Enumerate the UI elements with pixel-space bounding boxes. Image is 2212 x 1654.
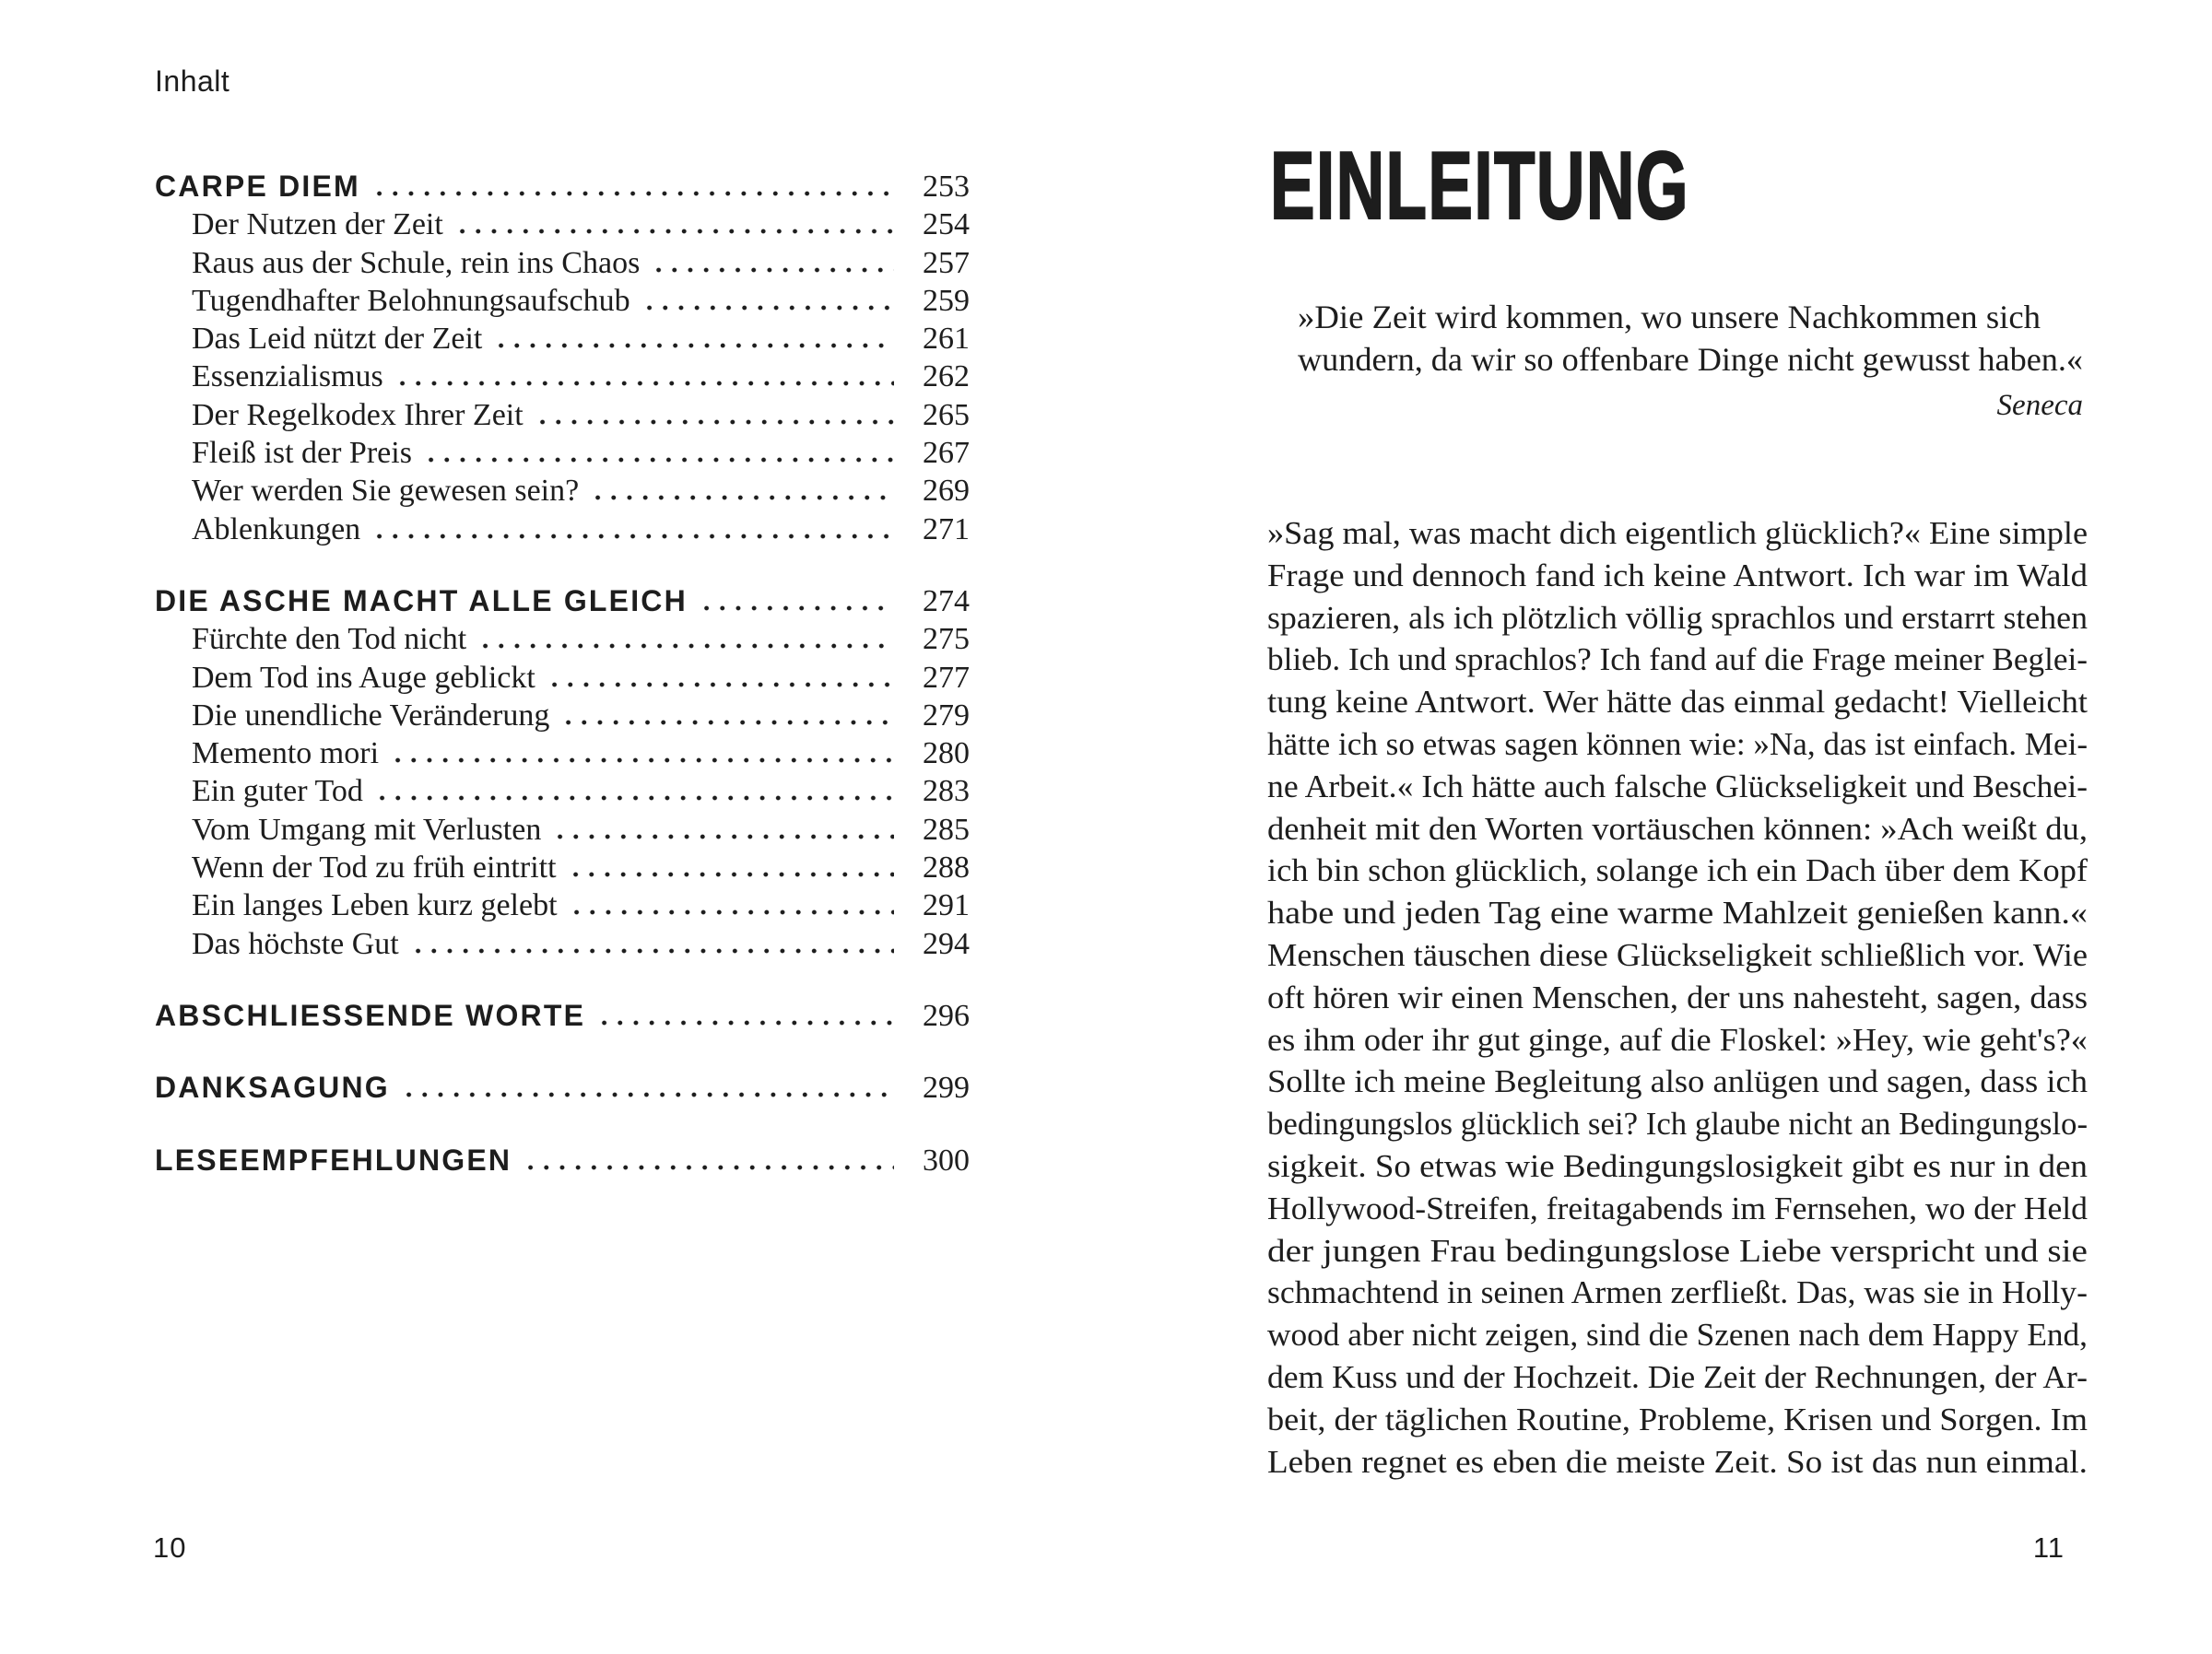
toc-entry (155, 436, 970, 474)
body-line-text: Hollywood-Streifen, freitagabends im Fernsehen, wo der Held (1267, 1190, 2088, 1226)
body-line-text: Menschen täuschen diese Glückseligkeit schließlich vor. Wie (1267, 936, 2088, 973)
toc-entry (155, 736, 970, 774)
body-line (1267, 1019, 2088, 1062)
toc-page-number: 265 (923, 397, 970, 432)
body-line (1267, 723, 2088, 766)
body-line (1267, 850, 2088, 892)
body-line (1267, 597, 2088, 639)
dot-leader (477, 643, 894, 649)
toc-page-number: 285 (923, 812, 970, 847)
toc-entry (155, 284, 970, 322)
dot-leader (552, 834, 894, 839)
dot-leader (374, 795, 894, 801)
toc-entry (155, 322, 970, 359)
toc-entry-label: Das Leid nützt der Zeit (192, 322, 483, 357)
dot-leader (590, 495, 894, 500)
toc-entry-label: Der Regelkodex Ihrer Zeit (192, 397, 524, 432)
toc-page-number: 257 (923, 245, 970, 280)
toc-page-number: 267 (923, 436, 970, 471)
toc-entry-label: Fürchte den Tod nicht (192, 622, 467, 657)
toc-page-number: 261 (923, 322, 970, 357)
body-line (1267, 639, 2088, 681)
body-line (1267, 1314, 2088, 1356)
epigraph-attribution: Seneca (1996, 389, 2083, 422)
toc-entry (155, 850, 970, 888)
body-line (1267, 1103, 2088, 1145)
toc-entry-label: Wenn der Tod zu früh eintritt (192, 850, 557, 886)
toc-page-number: 288 (923, 850, 970, 886)
body-line (1267, 766, 2088, 808)
body-line (1267, 1230, 2088, 1273)
toc-entry (155, 246, 970, 284)
dot-leader (596, 1020, 894, 1026)
body-line-text: ne Arbeit.« Ich hätte auch falsche Glückseligkeit und Beschei- (1267, 768, 2088, 804)
toc-page-number: 269 (923, 474, 970, 509)
running-head: Inhalt (155, 65, 230, 98)
toc-entry (155, 661, 970, 698)
body-line-text: Sollte ich meine Begleitung also anlügen und sagen, dass ich (1267, 1063, 2088, 1100)
dot-leader (699, 605, 894, 611)
toc-entry-label: Der Nutzen der Zeit (192, 207, 443, 242)
body-line-text: blieb. Ich und sprachlos? Ich fand auf die Frage meiner Beglei- (1267, 641, 2088, 678)
toc-page-number: 271 (923, 511, 970, 546)
toc-section-title: DANKSAGUNG (155, 1071, 390, 1105)
body-line (1267, 681, 2088, 723)
dot-leader (523, 1165, 894, 1170)
body-line (1267, 555, 2088, 597)
toc-page-number: 279 (923, 698, 970, 733)
toc (155, 170, 970, 1215)
body-line (1267, 1188, 2088, 1230)
dot-leader (410, 948, 894, 954)
body-line-text: wood aber nicht zeigen, sind die Szenen nach dem Happy End, (1267, 1317, 2088, 1354)
chapter-title: EINLEITUNG (1270, 133, 1689, 240)
toc-section-header (155, 170, 970, 207)
dot-leader (641, 305, 894, 311)
dot-leader (390, 757, 894, 763)
toc-section-header (155, 999, 970, 1037)
toc-page-number: 291 (923, 888, 970, 923)
toc-entry-label: Wer werden Sie gewesen sein? (192, 474, 580, 509)
toc-page-number: 296 (923, 998, 970, 1033)
toc-entry-label: Dem Tod ins Auge geblickt (192, 660, 535, 695)
dot-leader (493, 343, 894, 348)
body-line (1267, 934, 2088, 977)
body-line-text: denheit mit den Worten vortäuschen können: »Ach weißt du, (1267, 810, 2088, 847)
toc-entry-label: Ablenkungen (192, 511, 361, 546)
toc-entry (155, 398, 970, 436)
dot-leader (560, 720, 894, 725)
body-line-text: hätte ich so etwas sagen können wie: »Na, das ist einfach. Mei- (1267, 725, 2088, 762)
epigraph-line (1298, 339, 2083, 381)
toc-page-number: 299 (923, 1071, 970, 1106)
toc-section-title: DIE ASCHE MACHT ALLE GLEICH (155, 583, 688, 617)
body-line (1267, 808, 2088, 850)
toc-entry-label: Essenzialismus (192, 359, 383, 394)
toc-entry (155, 888, 970, 926)
toc-entry (155, 927, 970, 965)
toc-entry-label: Raus aus der Schule, rein ins Chaos (192, 245, 641, 280)
toc-section-header (155, 1071, 970, 1109)
toc-entry (155, 622, 970, 660)
toc-entry-label: Vom Umgang mit Verlusten (192, 812, 542, 847)
dot-leader (371, 534, 894, 539)
toc-page-number: 300 (923, 1143, 970, 1178)
toc-page-number: 283 (923, 774, 970, 809)
toc-section-header (155, 1144, 970, 1181)
body-line (1267, 1399, 2088, 1441)
toc-page-number: 275 (923, 622, 970, 657)
toc-page-number: 294 (923, 926, 970, 961)
body-line (1267, 977, 2088, 1019)
body-line-text: dem Kuss und der Hochzeit. Die Zeit der Rechnungen, der Ar- (1267, 1358, 2088, 1395)
page-number-left: 10 (153, 1531, 187, 1564)
toc-entry-label: Tugendhafter Belohnungsaufschub (192, 283, 630, 318)
epigraph (1298, 297, 2083, 381)
toc-entry-label: Das höchste Gut (192, 926, 399, 961)
toc-page-number: 277 (923, 660, 970, 695)
dot-leader (401, 1092, 894, 1097)
toc-section-title: CARPE DIEM (155, 170, 360, 203)
toc-entry-label: Memento mori (192, 736, 380, 771)
body-line-text: Leben regnet es eben die meiste Zeit. So ist das nun einmal. (1267, 1443, 2088, 1480)
dot-leader (394, 381, 894, 386)
dot-leader (535, 419, 894, 425)
toc-entry (155, 813, 970, 850)
toc-entry (155, 698, 970, 736)
toc-page-number: 253 (923, 170, 970, 204)
body-line-text: ich bin schon glücklich, solange ich ein Dach über dem Kopf (1267, 852, 2088, 889)
toc-section (155, 170, 970, 550)
toc-section (155, 999, 970, 1037)
body-line-text: schmachtend in seinen Armen zerfließt. Das, was sie in Holly- (1267, 1274, 2088, 1311)
toc-page-number: 259 (923, 283, 970, 318)
toc-entry-label: Die unendliche Veränderung (192, 698, 550, 733)
body-line-text: der jungen Frau bedingungslose Liebe verspricht und sie (1267, 1232, 2088, 1269)
body-line (1267, 1061, 2088, 1103)
toc-page-number: 280 (923, 736, 970, 771)
dot-leader (651, 267, 894, 273)
toc-section (155, 1144, 970, 1181)
dot-leader (454, 229, 894, 234)
dot-leader (547, 682, 894, 687)
body-line-text: habe und jeden Tag eine warme Mahlzeit genießen kann.« (1267, 895, 2088, 932)
body-line-text: sigkeit. So etwas wie Bedingungslosigkeit gibt es nur in den (1267, 1147, 2088, 1184)
body-line-text: oft hören wir einen Menschen, der uns nahesteht, sagen, dass (1267, 979, 2088, 1015)
body-line (1267, 1356, 2088, 1399)
toc-entry-label: Fleiß ist der Preis (192, 436, 412, 471)
body-line (1267, 1272, 2088, 1314)
body-text (1267, 512, 2088, 1483)
toc-section-header (155, 584, 970, 622)
toc-section (155, 1071, 970, 1109)
toc-entry (155, 512, 970, 550)
body-line-text: es ihm oder ihr gut ginge, auf die Floskel: »Hey, wie geht's?« (1267, 1021, 2088, 1058)
toc-section-title: LESEEMPFEHLUNGEN (155, 1143, 512, 1177)
toc-entry (155, 359, 970, 397)
toc-entry-label: Ein guter Tod (192, 774, 363, 809)
dot-leader (423, 457, 894, 463)
toc-section (155, 584, 970, 965)
body-line-text: Frage und dennoch fand ich keine Antwort. Ich war im Wald (1267, 557, 2088, 593)
epigraph-line (1298, 297, 2041, 339)
toc-page-number: 254 (923, 207, 970, 242)
epigraph-line-text: wundern, da wir so offenbare Dinge nicht gewusst haben.« (1298, 340, 2084, 378)
body-line-text: tung keine Antwort. Wer hätte das einmal gedacht! Vielleicht (1267, 684, 2088, 721)
toc-page-number: 262 (923, 359, 970, 394)
dot-leader (569, 909, 894, 915)
body-line-text: »Sag mal, was macht dich eigentlich glücklich?« Eine simple (1267, 515, 2088, 551)
body-line (1267, 892, 2088, 934)
dot-leader (371, 191, 894, 196)
epigraph-line-text: »Die Zeit wird kommen, wo unsere Nachkommen sich (1298, 299, 2041, 335)
body-line-text: bedingungslos glücklich sei? Ich glaube nicht an Bedingungslo- (1267, 1106, 2088, 1143)
toc-entry-label: Ein langes Leben kurz gelebt (192, 888, 558, 923)
page-number-right: 11 (2032, 1531, 2065, 1564)
toc-entry (155, 474, 970, 511)
body-line (1267, 512, 2088, 555)
body-line-text: spazieren, als ich plötzlich völlig sprachlos und erstarrt stehen (1267, 599, 2088, 636)
toc-entry (155, 207, 970, 245)
dot-leader (568, 872, 894, 877)
toc-entry (155, 774, 970, 812)
toc-section-title: ABSCHLIESSENDE WORTE (155, 998, 586, 1032)
toc-page-number: 274 (923, 583, 970, 618)
body-line (1267, 1145, 2088, 1188)
body-line-text: beit, der täglichen Routine, Probleme, Krisen und Sorgen. Im (1267, 1401, 2088, 1437)
body-line (1267, 1441, 2088, 1484)
